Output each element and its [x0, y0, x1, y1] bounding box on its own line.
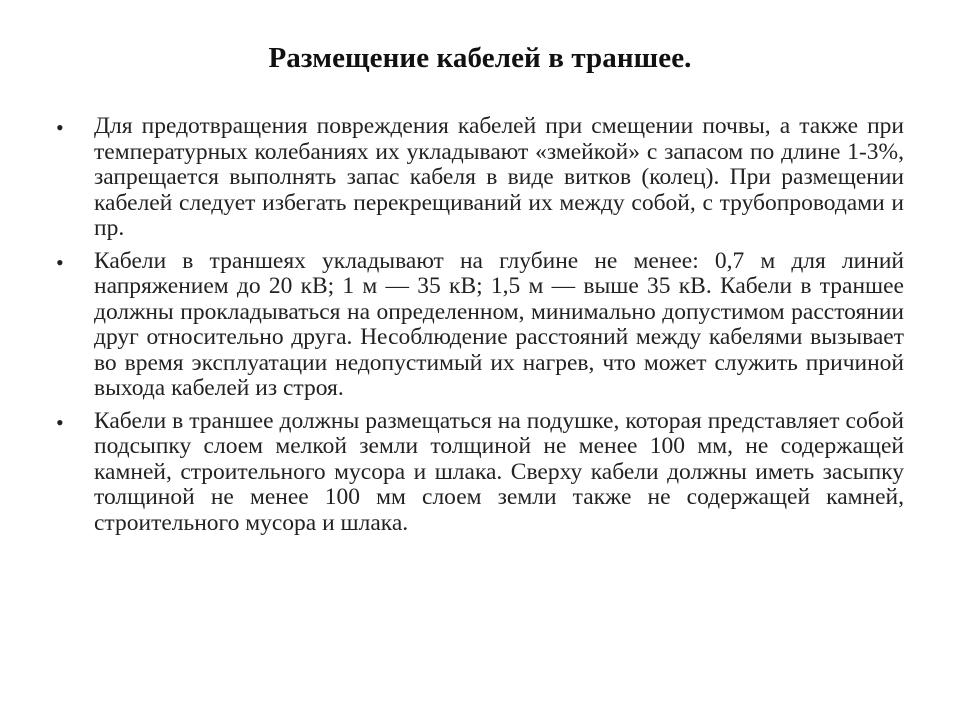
- bullet-item: [56, 249, 904, 402]
- slide-title: Размещение кабелей в траншее.: [268, 42, 692, 74]
- bullet-icon: •: [56, 115, 64, 140]
- bullet-text: Кабели в траншее должны размещаться на подушке, которая представляет собой подсыпку слоем мелкой земли толщиной не менее 100 мм, не содержащей камней, строительного мусора и шлака. Сверху кабели должны иметь засыпку толщиной не менее 100 мм слоем земли также не содержащей камней, строительного мусора и шлака.: [94, 407, 904, 536]
- bullet-list: [56, 114, 904, 543]
- bullet-icon: •: [56, 409, 64, 435]
- bullet-text: Кабели в траншеях укладывают на глубине не менее: 0,7 м для линий напряжением до 20 кВ; 1 м — 35 кВ; 1,5 м — выше 35 кВ. Кабели в траншее должны прокладываться на определенном, минимально допустимом расстоянии друг относительно друга. Несоблюдение расстояний между кабелями вызывает во время эксплуатации недопустимый их нагрев, что может служить причиной выхода кабелей из строя.: [94, 247, 904, 401]
- bullet-icon: •: [56, 249, 64, 275]
- bullet-text: Для предотвращения повреждения кабелей при смещении почвы, а также при температурных колебаниях их укладывают «змейкой» с запасом по длине 1-3%, запрещается выполнять запас кабеля в виде витков (колец). При размещении кабелей следует избегать перекрещиваний их между собой, с трубопроводами и пр.: [94, 113, 904, 241]
- bullet-item: [56, 114, 904, 242]
- bullet-item: [56, 409, 904, 537]
